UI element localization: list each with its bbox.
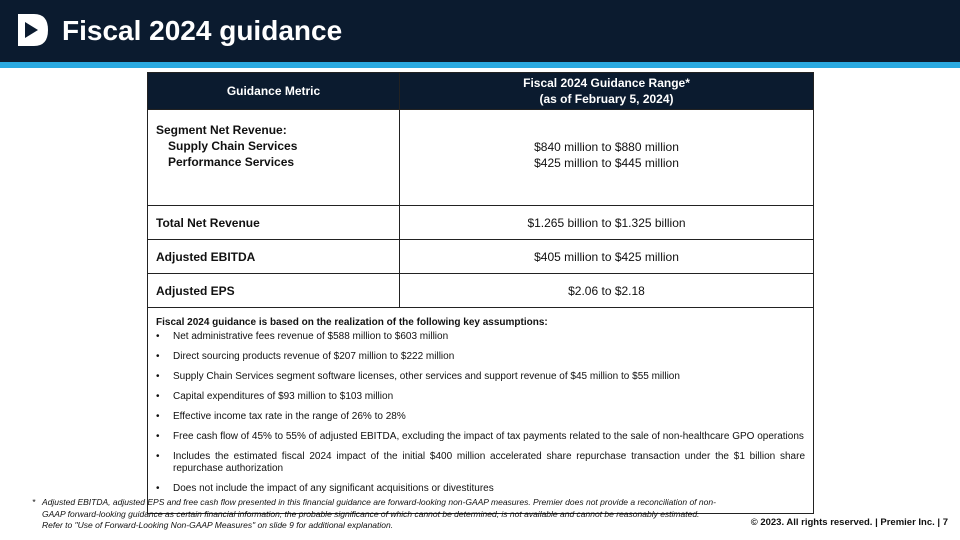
- list-item: [156, 483, 805, 495]
- list-item: [156, 431, 805, 443]
- assumption-text: Direct sourcing products revenue of $207 million to $222 million: [173, 351, 455, 362]
- segment-metric-cell: [148, 110, 400, 206]
- supply-chain-label: Supply Chain Services: [168, 139, 298, 153]
- assumption-text: Capital expenditures of $93 million to $103 million: [173, 391, 394, 402]
- header-range-line1: Fiscal 2024 Guidance Range*: [523, 76, 690, 90]
- adjusted-ebitda-value: $405 million to $425 million: [400, 240, 814, 274]
- assumption-text: Supply Chain Services segment software licenses, other services and support revenue of $45 million to $55 million: [173, 371, 680, 382]
- header-guidance-range: [400, 73, 814, 110]
- list-item: [156, 451, 805, 475]
- footnote: [32, 497, 722, 532]
- total-net-revenue-label: Total Net Revenue: [148, 206, 400, 240]
- bullet-icon: •: [156, 451, 160, 462]
- total-net-revenue-value: $1.265 billion to $1.325 billion: [400, 206, 814, 240]
- page-title: Fiscal 2024 guidance: [62, 15, 343, 46]
- bullet-icon: •: [156, 351, 160, 362]
- list-item: [156, 371, 805, 383]
- table-row: [148, 206, 814, 240]
- bullet-icon: •: [156, 371, 160, 382]
- header-range-line2: (as of February 5, 2024): [539, 92, 674, 106]
- header-guidance-metric: Guidance Metric: [148, 73, 400, 110]
- assumption-text: Includes the estimated fiscal 2024 impact of the initial $400 million accelerated share repurchase transaction under the $1 billion share repurchase authorization: [173, 451, 805, 474]
- table-header-row: [148, 73, 814, 110]
- adjusted-eps-value: $2.06 to $2.18: [400, 274, 814, 308]
- assumptions-heading: Fiscal 2024 guidance is based on the realization of the following key assumptions:: [156, 317, 548, 328]
- guidance-table: [147, 72, 814, 514]
- table-row-segment: [148, 110, 814, 206]
- assumption-text: Does not include the impact of any significant acquisitions or divestitures: [173, 483, 494, 494]
- bullet-icon: •: [156, 331, 160, 342]
- performance-label: Performance Services: [168, 155, 295, 169]
- assumption-text: Net administrative fees revenue of $588 million to $603 million: [173, 331, 449, 342]
- list-item: [156, 351, 805, 363]
- performance-value: $425 million to $445 million: [534, 156, 679, 170]
- segment-value-cell: [400, 110, 814, 206]
- assumptions-list: [156, 331, 805, 495]
- assumption-text: Effective income tax rate in the range of 26% to 28%: [173, 411, 406, 422]
- list-item: [156, 331, 805, 343]
- segment-heading: Segment Net Revenue:: [156, 123, 287, 137]
- assumptions-cell: [148, 308, 814, 514]
- assumption-text: Free cash flow of 45% to 55% of adjusted EBITDA, excluding the impact of tax payments related to the sale of non-healthcare GPO operations: [173, 431, 804, 442]
- bullet-icon: •: [156, 483, 160, 494]
- list-item: [156, 391, 805, 403]
- adjusted-ebitda-label: Adjusted EBITDA: [148, 240, 400, 274]
- footer-copyright: © 2023. All rights reserved. | Premier Inc. | 7: [750, 517, 948, 528]
- supply-chain-value: $840 million to $880 million: [534, 140, 679, 154]
- footnote-text: Adjusted EBITDA, adjusted EPS and free cash flow presented in this financial guidance are forward-looking non-GAAP measures. Premier does not provide a reconciliation of non-GAAP forward-looking guidance as certain financial information, the probable significance of which cannot be determined, is not available and cannot be reasonably estimated. Refer to "Use of Forward-Looking Non-GAAP Measures" on slide 9 for additional explanation.: [42, 497, 716, 530]
- adjusted-eps-label: Adjusted EPS: [148, 274, 400, 308]
- footnote-marker: *: [32, 497, 36, 507]
- bullet-icon: •: [156, 411, 160, 422]
- table-row: [148, 240, 814, 274]
- premier-logo-icon: [14, 12, 50, 48]
- table-row: [148, 274, 814, 308]
- bullet-icon: •: [156, 391, 160, 402]
- bullet-icon: •: [156, 431, 160, 442]
- table-row-assumptions: [148, 308, 814, 514]
- list-item: [156, 411, 805, 423]
- header-accent-stripe: [0, 62, 960, 68]
